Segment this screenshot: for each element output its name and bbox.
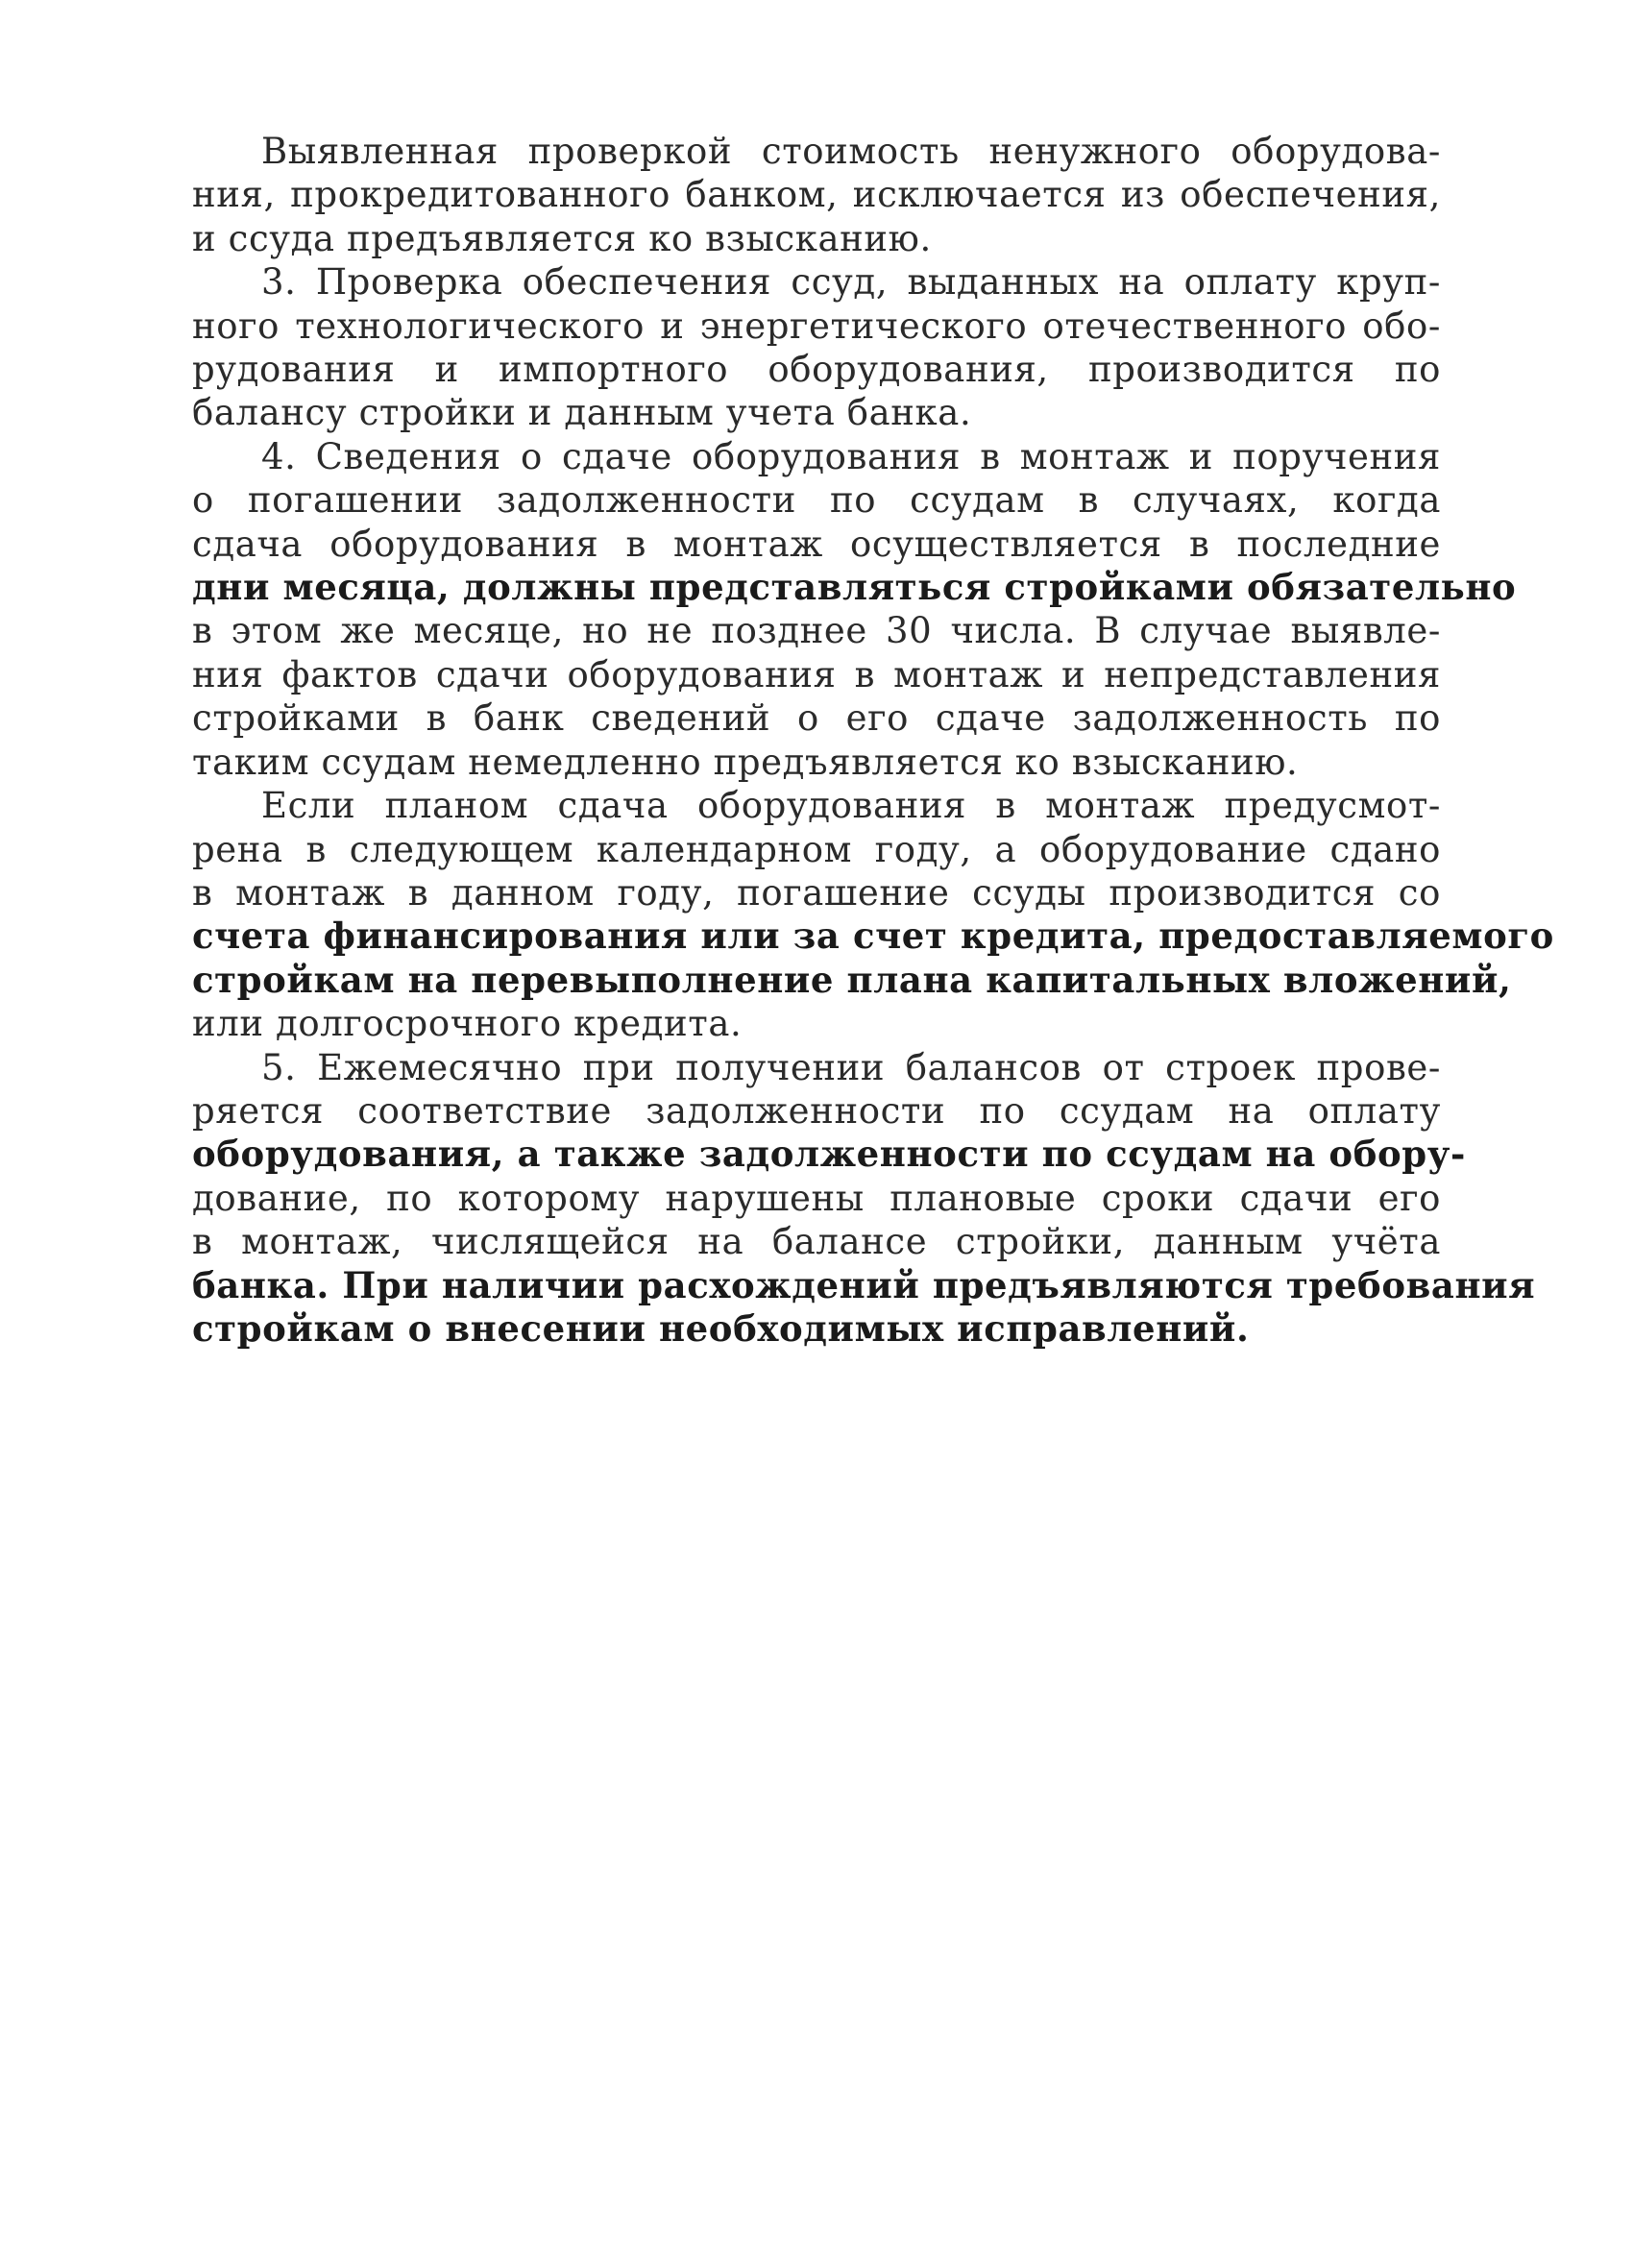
text-line: ния, прокредитованного банком, исключается из обеспечения, [192,174,1441,216]
text-line: рена в следующем календарном году, а оборудование сдано [192,828,1441,870]
text-line: 4. Сведения о сдаче оборудования в монтаж и поручения [261,435,1441,477]
text-line: Если планом сдача оборудования в монтаж предусмот- [261,785,1441,827]
text-line: рудования и импортного оборудования, производится по [192,349,1441,391]
document-body [192,130,1554,1351]
text-line: о погашении задолженности по ссудам в случаях, когда [192,479,1441,522]
paragraph-5 [192,1046,1536,1352]
text-line: ного технологического и энергетического отечественного обо- [192,305,1441,347]
text-line: и ссуда предъявляется ко взысканию. [192,217,932,259]
text-line: 5. Ежемесячно при получении балансов от строек прове- [261,1046,1441,1088]
text-line: в этом же месяце, но не позднее 30 числа. В случае выявле- [192,610,1441,652]
text-line: таким ссудам немедленно предъявляется ко взысканию. [192,741,1299,783]
paragraph-1 [192,130,1441,260]
text-line: или долгосрочного кредита. [192,1003,743,1045]
text-line: сдача оборудования в монтаж осуществляется в последние [192,523,1441,565]
text-line: 3. Проверка обеспечения ссуд, выданных на оплату круп- [261,261,1441,304]
text-line: Выявленная проверкой стоимость ненужного оборудова- [261,131,1441,172]
text-line: дование, по которому нарушены плановые сроки сдачи его [192,1177,1441,1219]
paragraph-2 [192,260,1441,435]
paragraph-4 [192,784,1554,1045]
text-line: в монтаж в данном году, погашение ссуды производится со [192,871,1441,914]
paragraph-3 [192,435,1517,784]
text-line: оборудования, а также задолженности по ссудам на обору- [192,1133,1466,1176]
text-line: стройкам на перевыполнение плана капитальных вложений, [192,958,1512,1001]
text-line: ряется соответствие задолженности по ссудам на оплату [192,1089,1441,1132]
text-line: стройками в банк сведений о его сдаче задолженность по [192,697,1441,740]
text-line: счета финансирования или за счет кредита, предоставляемого [192,915,1554,958]
text-line: банка. При наличии расхождений предъявляются требования [192,1263,1536,1306]
text-line: в монтаж, числящейся на балансе стройки, данным учёта [192,1221,1441,1263]
text-line: дни месяца, должны представляться стройками обязательно [192,566,1517,609]
text-line: балансу стройки и данным учета банка. [192,392,972,434]
text-line: стройкам о внесении необходимых исправлений. [192,1306,1250,1350]
text-line: ния фактов сдачи оборудования в монтаж и непредставления [192,653,1441,695]
